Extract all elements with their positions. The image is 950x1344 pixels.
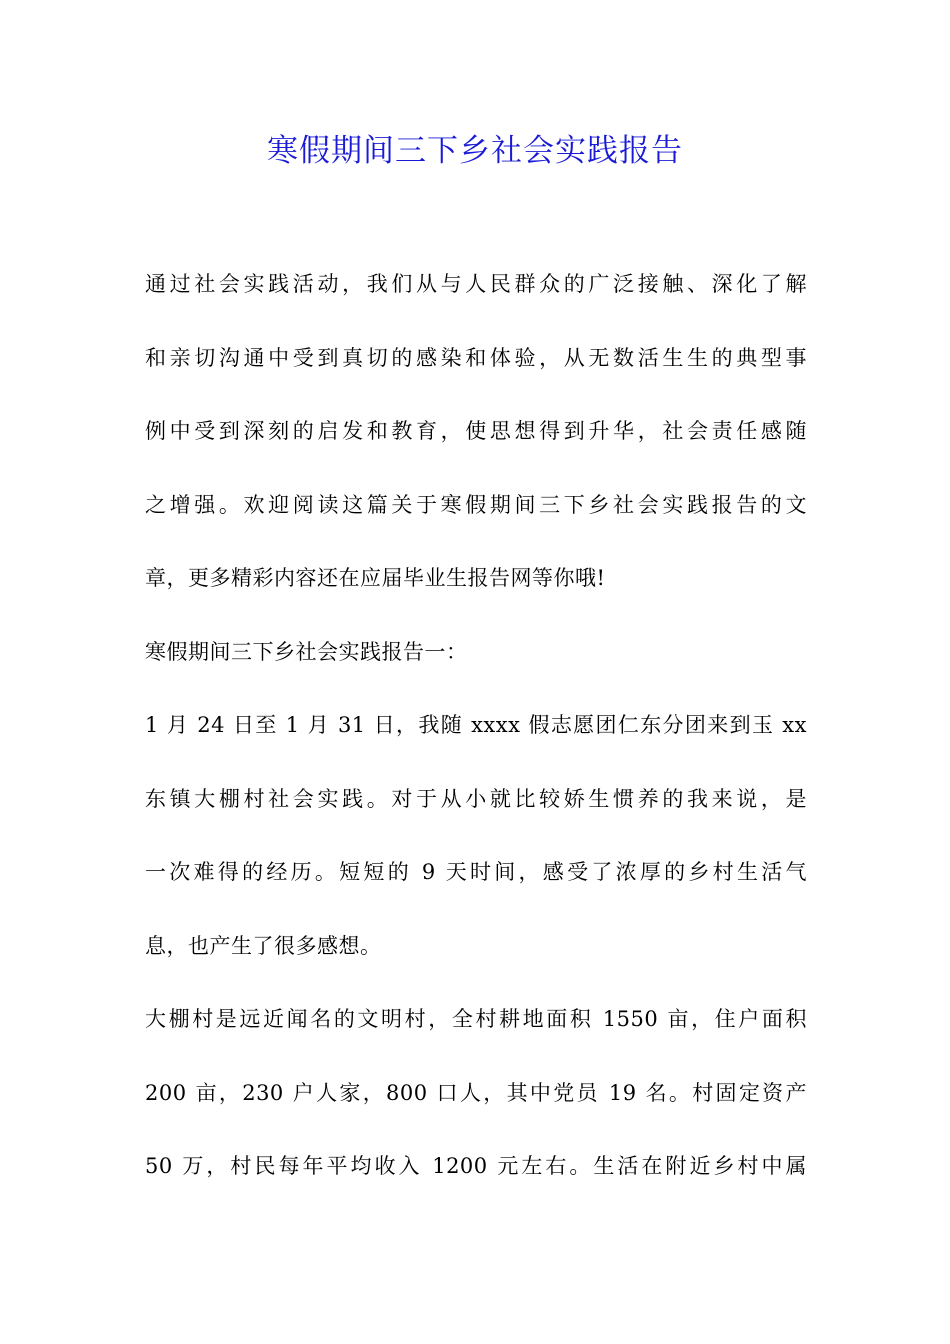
section-heading: 寒假期间三下乡社会实践报告一： bbox=[145, 639, 468, 664]
paragraph-line: 大棚村是远近闻名的文明村，全村耕地面积 1550 亩，住户面积 bbox=[145, 1007, 807, 1031]
paragraph-line: 和亲切沟通中受到真切的感染和体验，从无数活生生的典型事 bbox=[145, 345, 807, 370]
paragraph-line: 之增强。欢迎阅读这篇关于寒假期间三下乡社会实践报告的文 bbox=[145, 492, 807, 517]
paragraph-line: 50 万，村民每年平均收入 1200 元左右。生活在附近乡村中属 bbox=[145, 1154, 807, 1178]
paragraph-line: 章，更多精彩内容还在应届毕业生报告网等你哦! bbox=[145, 566, 606, 590]
paragraph-line: 息，也产生了很多感想。 bbox=[145, 933, 382, 958]
paragraph-line: 200 亩，230 户人家，800 口人，其中党员 19 名。村固定资产 bbox=[145, 1080, 807, 1105]
document-title: 寒假期间三下乡社会实践报告 bbox=[267, 133, 683, 169]
paragraph-line: 通过社会实践活动，我们从与人民群众的广泛接触、深化了解 bbox=[145, 272, 807, 296]
paragraph-line: 例中受到深刻的启发和教育，使思想得到升华，社会责任感随 bbox=[145, 419, 807, 443]
document-body bbox=[145, 258, 807, 1214]
paragraph-line: 1 月 24 日至 1 月 31 日，我随 xxxx 假志愿团仁东分团来到玉 xx bbox=[145, 713, 807, 737]
paragraph-line: 一次难得的经历。短短的 9 天时间，感受了浓厚的乡村生活气 bbox=[145, 860, 807, 884]
paragraph-line: 东镇大棚村社会实践。对于从小就比较娇生惯养的我来说，是 bbox=[145, 786, 807, 811]
